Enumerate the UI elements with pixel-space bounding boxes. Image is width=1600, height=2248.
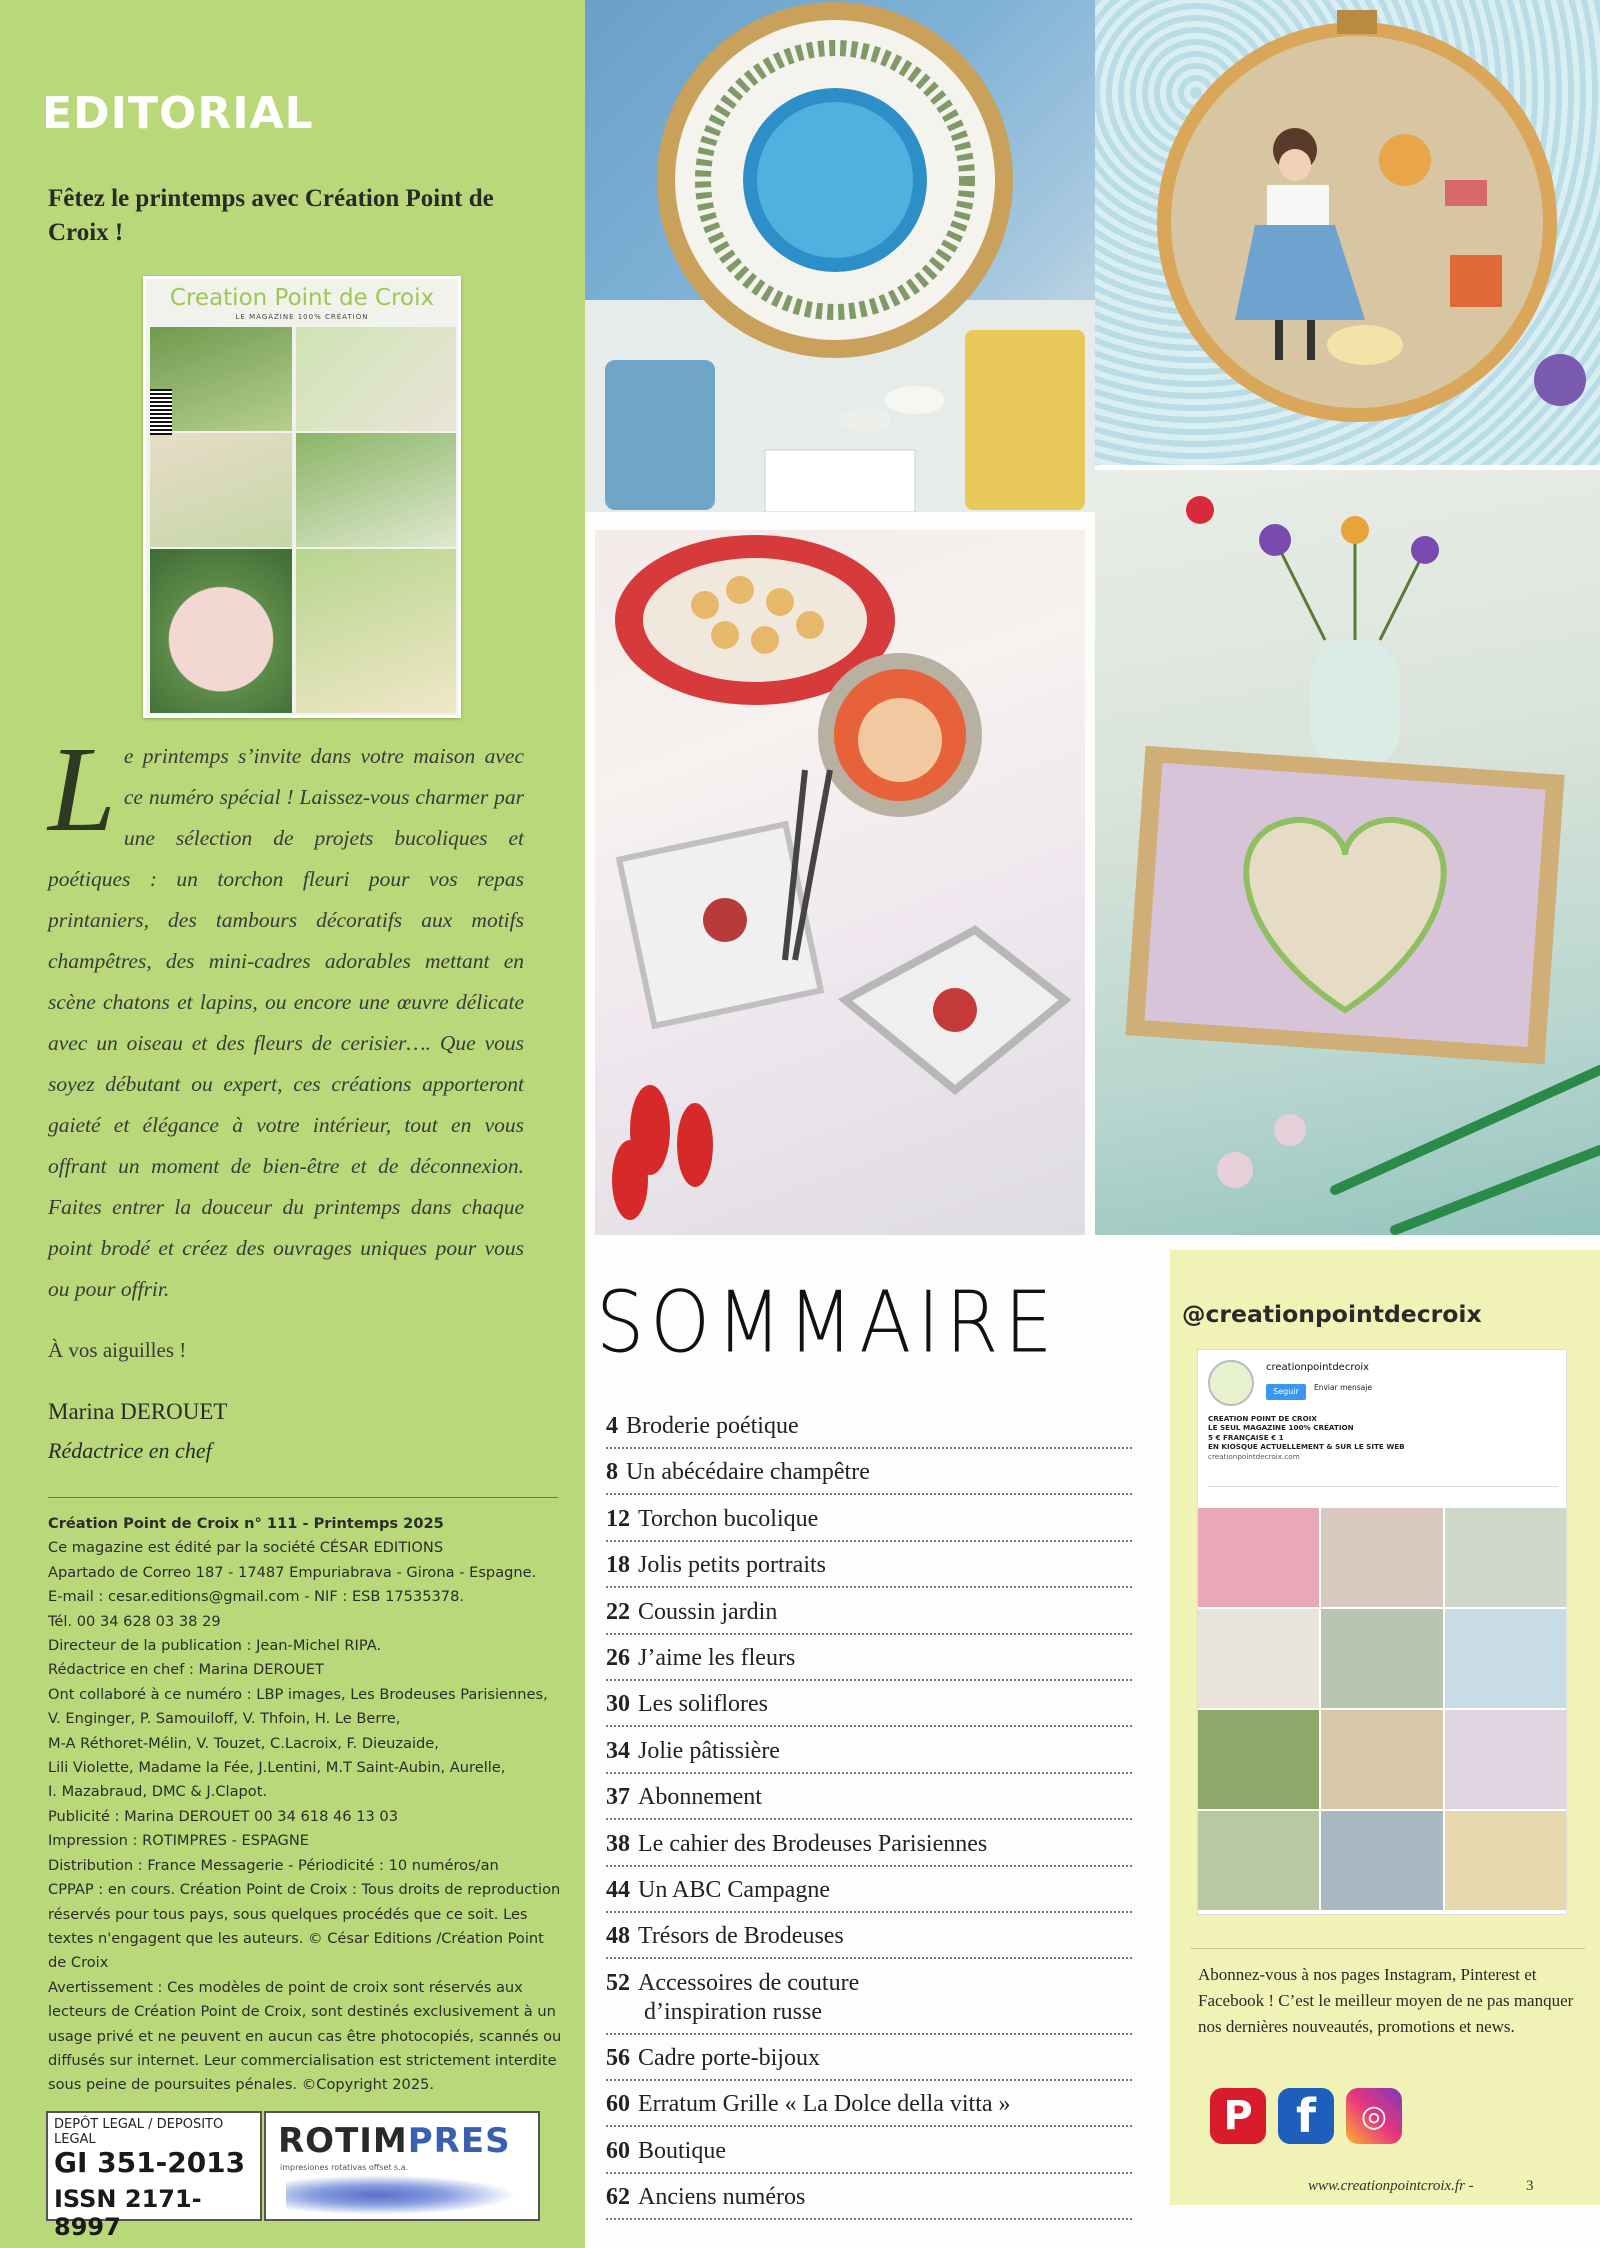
pinterest-icon[interactable]: P — [1210, 2088, 1266, 2144]
colophon-line: Ce magazine est édité par la société CÉSAR EDITIONS — [48, 1539, 444, 1557]
toc-item[interactable] — [606, 1551, 1132, 1588]
toc-page-number: 48 — [606, 1923, 630, 1950]
cover-photo-cherry-bird — [150, 549, 292, 713]
toc-label: Un abécédaire champêtre — [626, 1459, 870, 1486]
treasure-box-illustration — [1095, 470, 1600, 1235]
toc-label-continued: d’inspiration russe — [644, 1998, 822, 2025]
instagram-bio-line: CREATION POINT DE CROIX — [1208, 1414, 1317, 1423]
toc-label: Broderie poétique — [626, 1413, 799, 1439]
toc-label: Le cahier des Brodeuses Parisiennes — [638, 1830, 988, 1857]
toc-page-number: 44 — [606, 1876, 630, 1903]
printer-logo-splash — [286, 2175, 516, 2215]
instagram-profile-screenshot — [1198, 1350, 1566, 1914]
colophon-line: Tél. 00 34 628 03 38 29 — [48, 1612, 221, 1630]
printer-logo — [264, 2111, 540, 2221]
toc-item[interactable] — [606, 1644, 1132, 1681]
cover-photo-hoops — [150, 433, 292, 547]
toc-label: Jolis petits portraits — [638, 1552, 826, 1579]
colophon-line: Directeur de la publication : Jean-Michel RIPA. — [48, 1637, 382, 1655]
toc-item[interactable] — [606, 1412, 1132, 1449]
toc-page-number: 30 — [606, 1691, 630, 1718]
facebook-icon[interactable]: f — [1278, 2088, 1334, 2144]
toc-label: Erratum Grille « La Dolce della vitta » — [638, 2091, 1011, 2118]
instagram-post[interactable] — [1321, 1508, 1442, 1607]
toc-page-number: 8 — [606, 1459, 618, 1486]
instagram-follow-button[interactable]: Seguir — [1266, 1384, 1306, 1400]
instagram-bio — [1208, 1414, 1558, 1461]
instagram-post[interactable] — [1445, 1811, 1566, 1910]
instagram-post[interactable] — [1198, 1811, 1319, 1910]
cover-photo-pillow — [296, 327, 456, 431]
printer-logo-text — [278, 2121, 511, 2161]
toc-page-number: 56 — [606, 2045, 630, 2072]
colophon-line: CPPAP : en cours. Création Point de Croix : Tous droits de reproduction — [48, 1881, 561, 1899]
cover-subtitle: LE MAGAZINE 100% CRÉATION — [235, 313, 369, 321]
colophon-line: diffusés sur internet. Leur commercialisation est strictement interdite — [48, 2051, 557, 2069]
toc-label: Abonnement — [638, 1784, 762, 1811]
printer-logo-part-b: PRES — [407, 2121, 511, 2161]
author-role: Rédactrice en chef — [48, 1438, 212, 1463]
instagram-icon[interactable]: ◎ — [1346, 2088, 1402, 2144]
page-number: 3 — [1526, 2178, 1534, 2194]
photo-mirror-hoop — [585, 0, 1095, 512]
toc-item[interactable] — [606, 1783, 1132, 1820]
colophon-line: Lili Violette, Madame la Fée, J.Lentini, M.T Saint-Aubin, Aurelle, — [48, 1759, 506, 1777]
editorial-text: e printemps s’invite dans votre maison avec ce numéro spécial ! Laissez-vous charmer par une sélection de projets bucoliques et poétiques : un torchon fleuri pour vos repas printaniers, des tambours décoratifs aux motifs champêtres, des mini-cadres adorables mettant en scène chatons et lapins, ou encore une œuvre délicate avec un oiseau et des fleurs de cerisier…. Que vous soyez débutant ou expert, ces créations apporteront gaieté et élégance à votre intérieur, tout en vous offrant un moment de bien-être et de déconnexion. Faites entrer la douceur du printemps dans chaque point brodé et créez des ouvrages uniques pour vous ou pour offrir. — [48, 744, 524, 1301]
author-name: Marina DEROUET — [48, 1399, 228, 1424]
legal-deposit-box — [46, 2111, 262, 2241]
cover-photo-soliflores — [296, 549, 456, 713]
mirror-hoop-illustration — [585, 0, 1095, 512]
toc-page-number: 62 — [606, 2184, 630, 2211]
toc-label: Les soliflores — [638, 1691, 768, 1718]
instagram-post[interactable] — [1198, 1710, 1319, 1809]
colophon-line: E-mail : cesar.editions@gmail.com - NIF : ESB 17535378. — [48, 1588, 464, 1606]
toc-label: Anciens numéros — [638, 2184, 806, 2211]
table-of-contents — [606, 1412, 1132, 2230]
social-handle: @creationpointdecroix — [1182, 1300, 1482, 1328]
toc-item[interactable] — [606, 1830, 1132, 1867]
instagram-tabs — [1208, 1486, 1558, 1502]
instagram-bio-line: 5 € FRANÇAISE € 1 — [1208, 1432, 1284, 1442]
instagram-username: creationpointdecroix — [1266, 1362, 1370, 1373]
instagram-grid — [1198, 1508, 1566, 1910]
divider — [1190, 1948, 1585, 1949]
magazine-cover-thumbnail — [143, 276, 461, 718]
cover-barcode — [150, 389, 172, 435]
photo-treasure-box — [1095, 470, 1600, 1235]
toc-page-number: 38 — [606, 1830, 630, 1857]
colophon-line: réservés pour tous pays, sous quelques procédés que ce soit. Les — [48, 1905, 528, 1923]
toc-item[interactable] — [606, 1876, 1132, 1913]
pincushions-illustration — [595, 530, 1085, 1235]
toc-item[interactable] — [606, 1505, 1132, 1542]
instagram-bio-line: EN KIOSQUE ACTUELLEMENT & SUR LE SITE WEB — [1208, 1442, 1405, 1452]
toc-page-number: 60 — [606, 2137, 630, 2164]
instagram-bio-line: LE SEUL MAGAZINE 100% CRÉATION — [1208, 1423, 1354, 1433]
dropcap-letter: L — [48, 722, 116, 857]
instagram-post[interactable] — [1445, 1710, 1566, 1809]
cover-title: Creation Point de Croix — [169, 285, 435, 311]
colophon-line: sous peine de poursuites pénales. ©Copyright 2025. — [48, 2076, 435, 2094]
toc-label: Un ABC Campagne — [638, 1876, 830, 1903]
printer-tagline: impresiones rotativas offset s.a. — [280, 2163, 409, 2172]
photo-patissiere-hoop — [1095, 0, 1600, 465]
toc-item[interactable] — [606, 1690, 1132, 1727]
toc-item[interactable] — [606, 1737, 1132, 1774]
instagram-avatar — [1208, 1360, 1254, 1406]
toc-item[interactable] — [606, 2044, 1132, 2081]
patissiere-hoop-illustration — [1095, 0, 1600, 465]
photo-buttons-pincushions — [595, 530, 1085, 1235]
colophon-line: lecteurs de Création Point de Croix, sont destinés exclusivement à un — [48, 2003, 556, 2021]
editorial-greeting: À vos aiguilles ! — [48, 1338, 187, 1362]
instagram-post[interactable] — [1445, 1508, 1566, 1607]
toc-label: Boutique — [638, 2137, 726, 2164]
colophon-line: Rédactrice en chef : Marina DEROUET — [48, 1661, 324, 1679]
colophon-line: V. Enginger, P. Samouiloff, V. Thfoin, H. Le Berre, — [48, 1710, 401, 1728]
toc-label: Cadre porte-bijoux — [638, 2045, 820, 2072]
toc-item[interactable] — [606, 1458, 1132, 1495]
toc-label: Accessoires de couture — [638, 1969, 860, 1996]
social-invitation-text: Abonnez-vous à nos pages Instagram, Pinterest et Facebook ! C’est le meilleur moyen de ne pas manquer nos dernières nouveautés, promotions et news. — [1198, 1965, 1574, 2036]
instagram-post[interactable] — [1321, 1710, 1442, 1809]
instagram-message-button[interactable]: Enviar mensaje — [1314, 1383, 1372, 1392]
toc-page-number: 34 — [606, 1737, 630, 1764]
editorial-subtitle: Fêtez le printemps avec Création Point de Croix ! — [48, 185, 494, 246]
footer-website: www.creationpointcroix.fr - — [1308, 2178, 1474, 2194]
colophon-line: M-A Réthoret-Mélin, V. Touzet, C.Lacroix, F. Dieuzaide, — [48, 1734, 439, 1752]
toc-item[interactable] — [606, 1922, 1132, 1959]
issn-number: ISSN 2171-8997 — [54, 2185, 202, 2241]
editorial-column — [0, 0, 585, 2248]
colophon-line: Apartado de Correo 187 - 17487 Empuriabrava - Girona - Espagne. — [48, 1563, 537, 1581]
colophon-line: usage privé et ne peuvent en aucun cas être photocopiés, scannés ou — [48, 2027, 562, 2045]
colophon-line: Publicité : Marina DEROUET 00 34 618 46 13 03 — [48, 1807, 399, 1825]
divider — [48, 1497, 558, 1498]
toc-page-number: 60 — [606, 2091, 630, 2118]
colophon-title: Création Point de Croix n° 111 - Printemps 2025 — [48, 1515, 444, 1532]
instagram-post[interactable] — [1445, 1609, 1566, 1708]
instagram-post[interactable] — [1321, 1609, 1442, 1708]
colophon-line: textes n'engagent que les auteurs. © César Editions /Création Point — [48, 1929, 544, 1947]
toc-label: Trésors de Brodeuses — [638, 1923, 844, 1950]
toc-page-number: 37 — [606, 1784, 630, 1811]
toc-item[interactable] — [606, 2137, 1132, 2174]
instagram-bio-line[interactable]: creationpointdecroix.com — [1208, 1451, 1300, 1461]
toc-page-number: 18 — [606, 1552, 630, 1579]
colophon — [48, 1512, 562, 2098]
toc-item[interactable] — [606, 2090, 1132, 2127]
toc-page-number: 26 — [606, 1644, 630, 1671]
colophon-line: Ont collaboré à ce numéro : LBP images, Les Brodeuses Parisiennes, — [48, 1685, 548, 1703]
colophon-line: I. Mazabraud, DMC & J.Clapot. — [48, 1783, 268, 1801]
toc-page-number: 12 — [606, 1505, 630, 1532]
colophon-line: Distribution : France Messagerie - Périodicité : 10 numéros/an — [48, 1856, 499, 1874]
editorial-heading: EDITORIAL — [42, 88, 314, 139]
printer-logo-part-a: ROTIM — [278, 2121, 408, 2161]
colophon-line: de Croix — [48, 1954, 109, 1972]
toc-label: Jolie pâtissière — [638, 1737, 780, 1764]
colophon-line: Avertissement : Ces modèles de point de croix sont réservés aux — [48, 1978, 523, 1996]
social-box — [1170, 1250, 1600, 2205]
toc-label: J’aime les fleurs — [638, 1644, 796, 1671]
toc-item[interactable] — [606, 1598, 1132, 1635]
toc-page-number: 4 — [606, 1413, 618, 1439]
editorial-body — [48, 722, 524, 1310]
colophon-line: Impression : ROTIMPRES - ESPAGNE — [48, 1832, 310, 1850]
toc-page-number: 52 — [606, 1969, 630, 1996]
cover-photo-garden — [296, 433, 456, 547]
instagram-post[interactable] — [1198, 1508, 1319, 1607]
legal-deposit-label: DEPÔT LEGAL / DEPOSITO LEGAL — [54, 2117, 224, 2147]
instagram-post[interactable] — [1321, 1811, 1442, 1910]
sommaire-heading: SOMMAIRE — [596, 1272, 1059, 1372]
toc-item[interactable] — [606, 2183, 1132, 2220]
legal-deposit-number: GI 351-2013 — [54, 2146, 246, 2179]
toc-page-number: 22 — [606, 1598, 630, 1625]
instagram-post[interactable] — [1198, 1609, 1319, 1708]
toc-label: Torchon bucolique — [638, 1505, 819, 1532]
toc-label: Coussin jardin — [638, 1598, 778, 1625]
toc-item[interactable] — [606, 1969, 1132, 2035]
